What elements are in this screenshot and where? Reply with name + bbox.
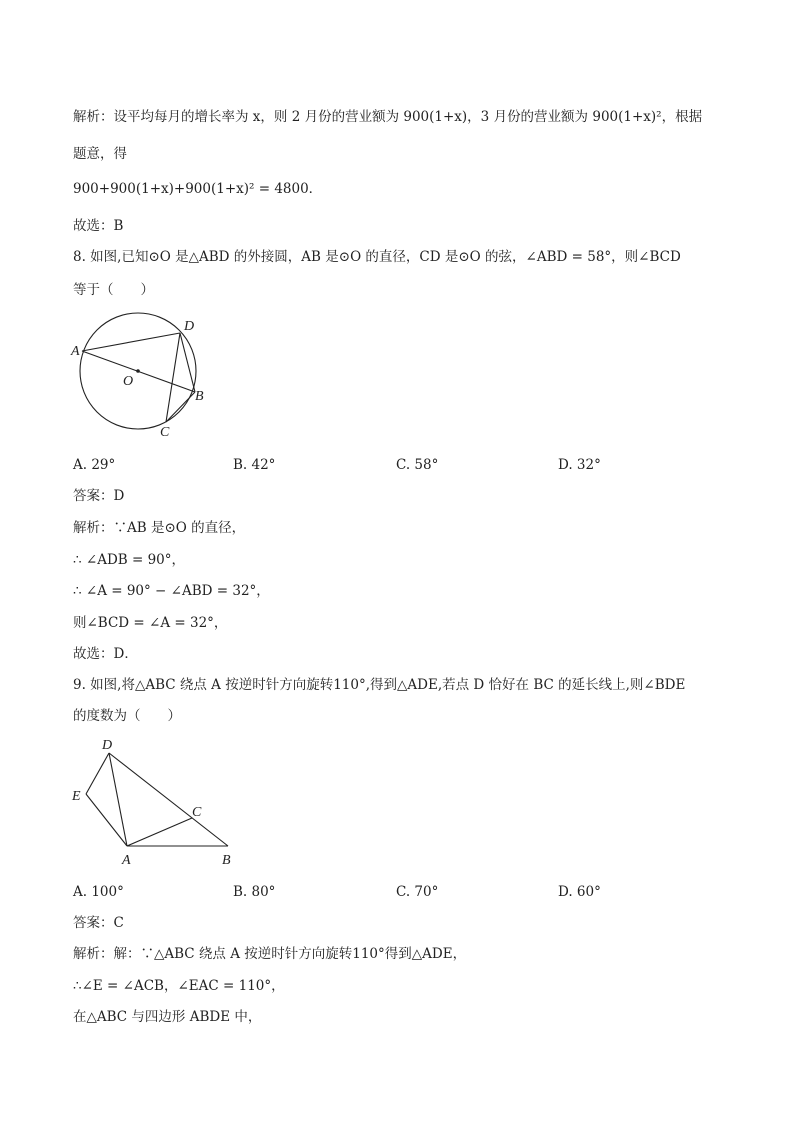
q8-circle-figure xyxy=(70,310,210,440)
q8-solution-line-2: ∴ ∠ADB = 90°， xyxy=(73,552,186,568)
label-b: B xyxy=(195,389,204,404)
segment-ac xyxy=(127,818,192,846)
q8-stem-line-2: 等于（ ） xyxy=(73,282,154,298)
segment-ad xyxy=(82,333,180,351)
label-a: A xyxy=(122,853,131,868)
q8-solution-line-1: 解析：∵AB 是⊙O 的直径， xyxy=(73,520,246,536)
analysis-line-2: 题意，得 xyxy=(73,146,127,162)
segment-de xyxy=(86,753,109,794)
choice-line: 故选：B xyxy=(73,218,124,234)
segment-da xyxy=(109,753,127,846)
q8-solution-line-5: 故选：D． xyxy=(73,646,138,662)
center-point xyxy=(136,369,140,373)
q8-solution-line-4: 则∠BCD = ∠A = 32°， xyxy=(73,615,228,631)
q8-answer: 答案：D xyxy=(73,488,125,504)
q8-option-b[interactable]: B. 42° xyxy=(233,457,276,473)
label-d: D xyxy=(184,319,195,334)
segment-db xyxy=(109,753,228,846)
analysis-line-1: 解析：设平均每月的增长率为 x，则 2 月份的营业额为 900(1+x)，3 月份的营业额为 900(1+x)²，根据 xyxy=(73,109,703,125)
q9-option-d[interactable]: D. 60° xyxy=(558,884,601,900)
segment-ea xyxy=(86,794,127,846)
q9-stem-line-1: 9. 如图,将△ABC 绕点 A 按逆时针方向旋转110°,得到△ADE,若点 D 恰好在 BC 的延长线上,则∠BDE xyxy=(73,677,686,693)
q9-solution-line-1: 解析：解：∵△ABC 绕点 A 按逆时针方向旋转110°得到△ADE， xyxy=(73,946,467,962)
q9-solution-line-2: ∴∠E = ∠ACB，∠EAC = 110°， xyxy=(73,978,285,994)
label-e: E xyxy=(72,789,81,804)
segment-db xyxy=(180,333,195,392)
q9-option-b[interactable]: B. 80° xyxy=(233,884,276,900)
q8-option-c[interactable]: C. 58° xyxy=(396,457,439,473)
q9-rotation-figure xyxy=(68,734,248,874)
q8-solution-line-3: ∴ ∠A = 90° − ∠ABD = 32°， xyxy=(73,583,270,599)
segment-dc xyxy=(166,333,180,422)
label-o: O xyxy=(123,374,134,389)
q9-option-a[interactable]: A. 100° xyxy=(73,884,124,900)
q8-stem-line-1: 8. 如图,已知⊙O 是△ABD 的外接圆，AB 是⊙O 的直径，CD 是⊙O 的弦，∠ABD = 58°，则∠BCD xyxy=(73,249,681,265)
equation-line: 900+900(1+x)+900(1+x)² = 4800． xyxy=(73,181,323,197)
q9-answer: 答案：C xyxy=(73,915,124,931)
label-d: D xyxy=(102,738,113,753)
label-c: C xyxy=(160,425,170,440)
q9-option-c[interactable]: C. 70° xyxy=(396,884,439,900)
q9-stem-line-2: 的度数为（ ） xyxy=(73,708,181,724)
q8-option-a[interactable]: A. 29° xyxy=(73,457,116,473)
label-c: C xyxy=(192,805,202,820)
label-b: B xyxy=(222,853,231,868)
q9-solution-line-3: 在△ABC 与四边形 ABDE 中， xyxy=(73,1009,262,1025)
q8-option-d[interactable]: D. 32° xyxy=(558,457,601,473)
label-a: A xyxy=(71,344,80,359)
